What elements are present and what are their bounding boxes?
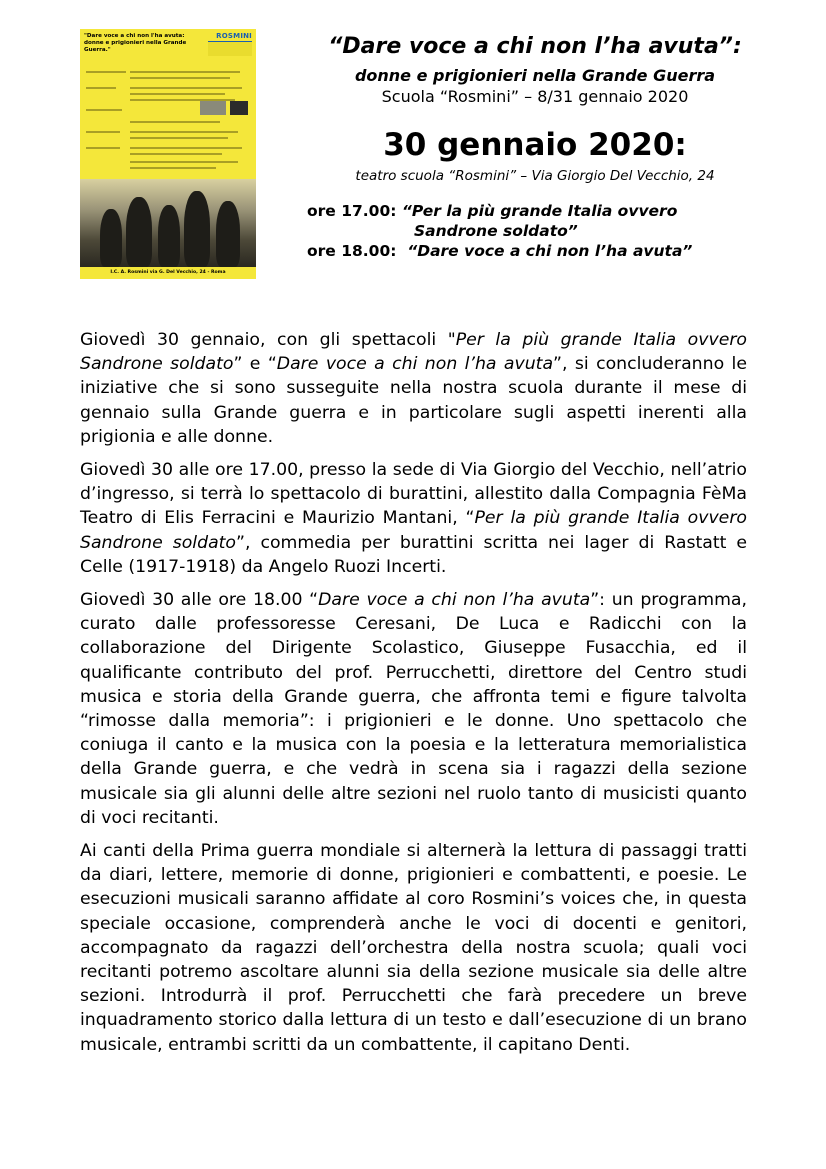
poster-text-line: [86, 87, 116, 89]
show-title: Dare voce a chi non l’ha avuta: [276, 354, 554, 375]
show-title: Dare voce a chi non l’ha avuta: [318, 590, 591, 611]
poster-title-line-1: "Dare voce a chi non l'ha avuta:: [84, 33, 185, 39]
poster-logo: ROSMINI: [216, 32, 252, 40]
poster-text-line: [130, 71, 240, 73]
poster-text-line: [130, 131, 238, 133]
poster-text-line: [86, 71, 126, 73]
schedule-item-1-continued: [414, 222, 578, 240]
text-run: Giovedì 30 alle ore 18.00 “: [80, 590, 319, 611]
show-title: Per la più grande Italia ovvero Sandrone soldato: [80, 508, 747, 553]
poster-small-photo: [200, 101, 226, 115]
poster-text-line: [86, 131, 120, 133]
poster-title-line-2: donne e prigionieri nella Grande Guerra.": [84, 40, 187, 53]
schedule-time: ore 17.00:: [307, 202, 397, 220]
paragraph-1: [80, 328, 747, 449]
poster-text-line: [130, 77, 230, 79]
event-venue: teatro scuola “Rosmini” – Via Giorgio Del Vecchio, 24: [355, 168, 715, 184]
text-run: ”, si concluderanno le iniziative che si sono susseguite nella nostra scuola durante il mese di gennaio sulla Grande guerra e in particolare sugli aspetti inerenti alla prigionia e alle donne.: [80, 354, 747, 447]
schedule-title-continued: Sandrone soldato”: [414, 222, 578, 240]
poster-text-line: [130, 153, 222, 155]
event-title: “Dare voce a chi non l’ha avuta”:: [328, 34, 742, 59]
poster-text-line: [86, 109, 122, 111]
schedule-time: ore 18.00:: [307, 242, 397, 260]
poster-text-line: [86, 147, 120, 149]
paragraph-4: Ai canti della Prima guerra mondiale si alternerà la lettura di passaggi tratti da diari, lettere, memorie di donne, prigionieri e combattenti, e poesie. Le esecuzioni musicali saranno affidate al coro Rosmini’s voices che, in questa speciale occasione, comprenderà anche le voci di docenti e genitori, accompagnato da ragazzi dell’orchestra della nostra scuola; quali voci recitanti potremo ascoltare alunni sia della sezione musicale sia delle altre sezioni. Introdurrà il prof. Perrucchetti che farà precedere un breve inquadramento storico dalla lettura di un testo e dall’esecuzione di un brano musicale, entrambi scritti da un combattente, il capitano Denti.: [80, 841, 747, 1055]
event-subtitle: donne e prigionieri nella Grande Guerra: [354, 66, 716, 85]
text-run: ”: un programma, curato dalle professoresse Ceresani, De Luca e Radicchi con la collaborazione del Dirigente Scolastico, Giuseppe Fusacchia, ed il qualificante contributo del prof. Perrucchetti, direttore del Centro studi musica e storia della Grande guerra, che affronta temi e figure talvolta “rimosse dalla memoria”: i prigionieri e le donne. Uno spettacolo che coniuga il canto e la musica con la poesia e la letteratura memorialistica della Grande guerra, e che vedrà in scena sia i ragazzi della sezione musicale sia gli alunni delle altre sezioni nel ruolo tanto di musicisti quanto di voci recitanti.: [80, 590, 747, 828]
text-run: Giovedì 30 alle ore 17.00, presso la sede di Via Giorgio del Vecchio, nell’atrio d’ingresso, si terrà lo spettacolo di burattini, allestito dalla Compagnia FèMa Teatro di Elis Ferracini e Maurizio Mantani, “: [80, 460, 747, 529]
poster-title: [84, 33, 204, 59]
text-run: Giovedì 30 gennaio, con gli spettacoli ": [80, 330, 456, 350]
poster-historical-photo: [80, 179, 256, 267]
poster-text-line: [130, 87, 242, 89]
poster-text-line: [130, 93, 225, 95]
article-body: [80, 328, 747, 1066]
paragraph-3: [80, 588, 747, 830]
poster-text-line: [130, 167, 216, 169]
poster-text-line: [130, 161, 238, 163]
text-run: ” e “: [233, 354, 277, 375]
schedule-title: “Per la più grande Italia ovvero: [401, 202, 678, 220]
poster-text-line: [130, 137, 228, 139]
schedule-item-1: [307, 202, 677, 220]
poster-small-photo: [230, 101, 248, 115]
poster-text-line: [130, 121, 220, 123]
poster-text-line: [130, 147, 242, 149]
event-school-dates: Scuola “Rosmini” – 8/31 gennaio 2020: [381, 87, 689, 106]
poster-footer: I.C. A. Rosmini via G. Del Vecchio, 24 - Roma: [80, 267, 256, 279]
schedule-item-2: [307, 242, 692, 260]
text-run: ”, commedia per burattini scritta nei lager di Rastatt e Celle (1917-1918) da Angelo Ruozi Incerti.: [80, 532, 747, 577]
event-poster-image: [80, 29, 256, 279]
schedule-title: “Dare voce a chi non l’ha avuta”: [407, 242, 693, 260]
poster-logo-band: [208, 41, 252, 56]
event-date: 30 gennaio 2020:: [383, 127, 687, 163]
paragraph-2: [80, 458, 747, 579]
show-title: Per la più grande Italia ovvero Sandrone soldato: [80, 330, 747, 375]
